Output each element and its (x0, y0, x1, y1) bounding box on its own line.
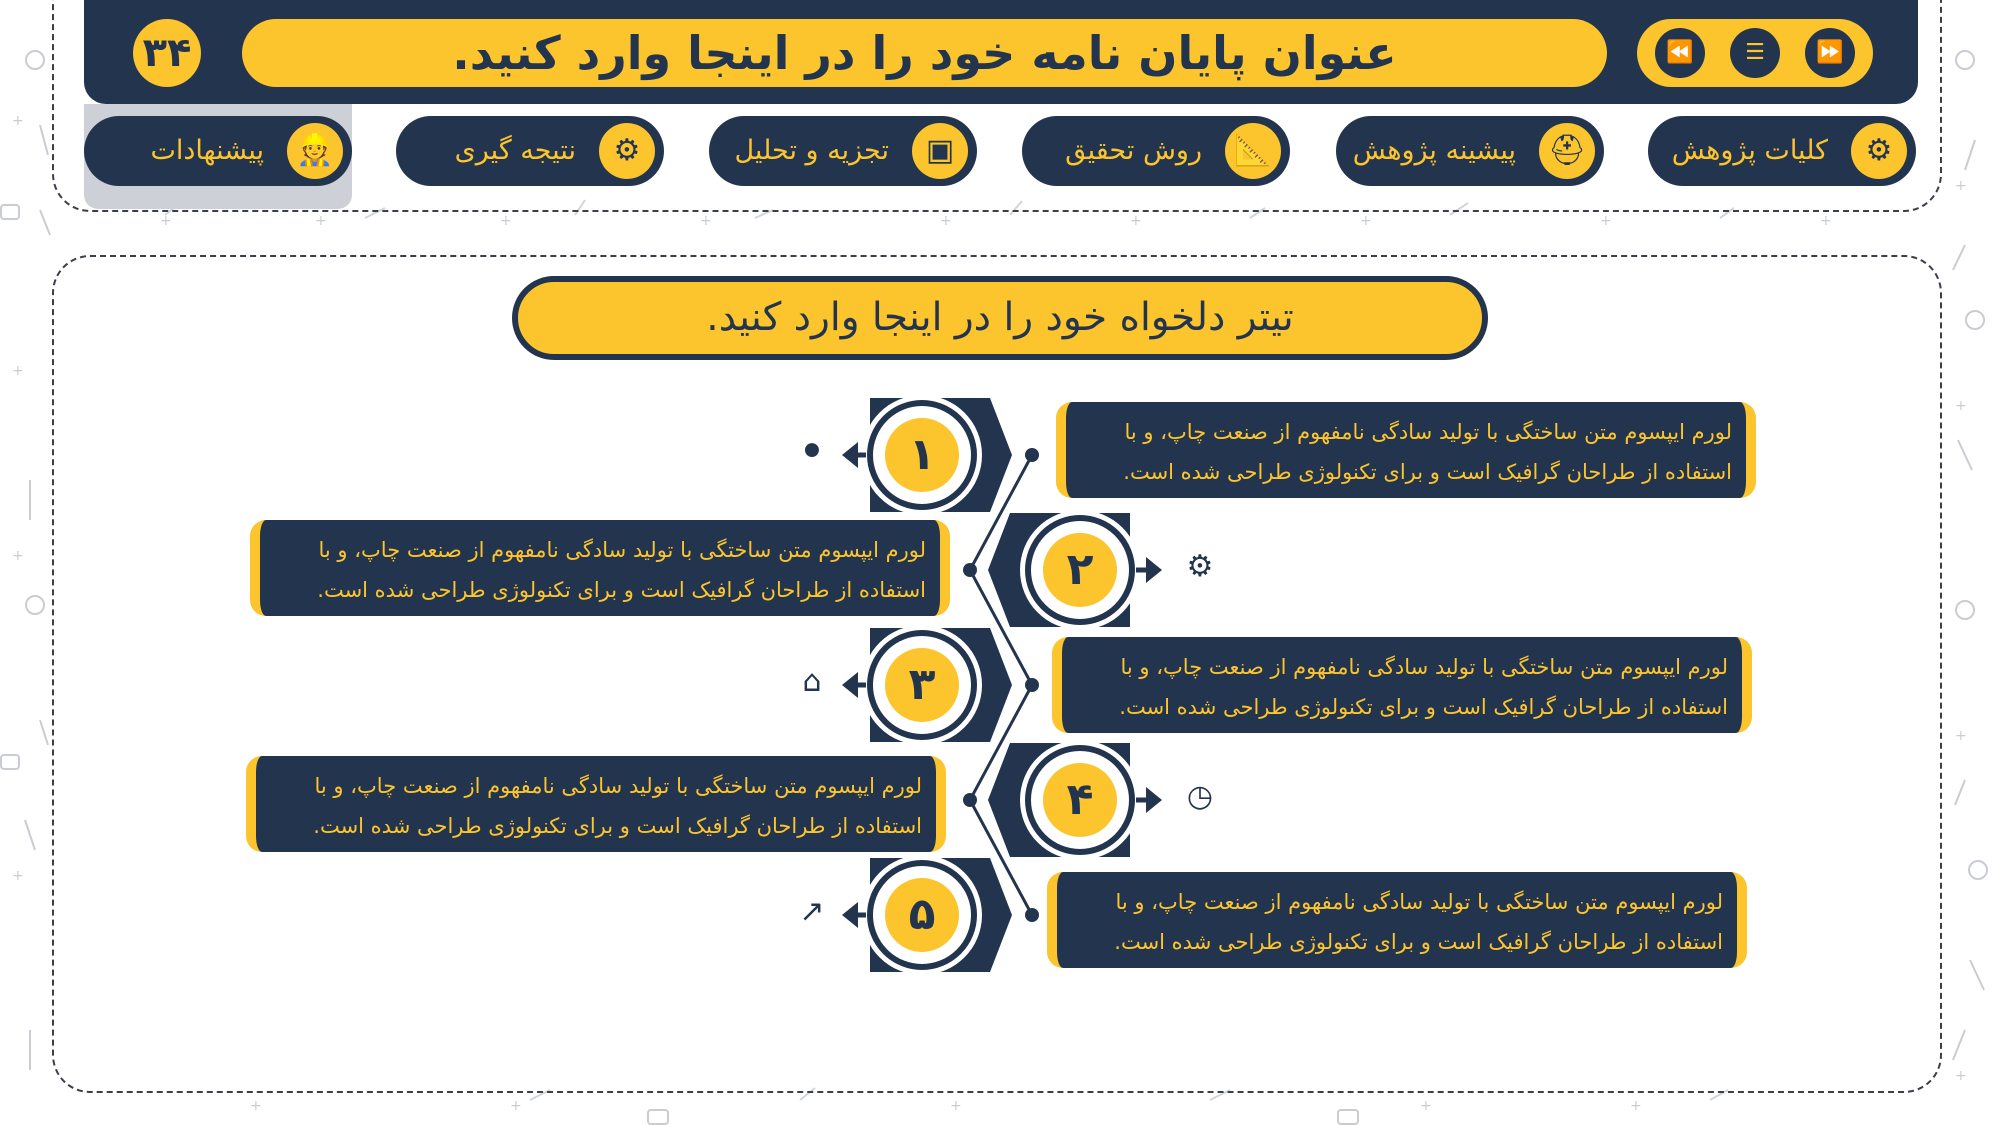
header-title: عنوان پایان نامه خود را در اینجا وارد کنید. (242, 19, 1607, 87)
step-text: لورم ایپسوم متن ساختگی با تولید سادگی نامفهوم از صنعت چاپ، و با استفاده از طراحان گرافیک است و برای تکنولوژی طراحی شده است. (1114, 890, 1723, 954)
step-number: ۵ (885, 878, 959, 952)
engineer-icon: 👷 (287, 123, 343, 179)
hand-gear-icon: ⚙ (1851, 123, 1907, 179)
connector-dot (963, 793, 977, 807)
svg-text:+: + (1630, 1098, 1642, 1114)
svg-text:+: + (500, 213, 512, 229)
svg-text:+: + (12, 868, 24, 884)
gear-wrench-icon: ⚙ (599, 123, 655, 179)
connector-dot (1025, 908, 1039, 922)
svg-text:+: + (12, 363, 24, 379)
svg-text:+: + (1955, 398, 1967, 414)
step-text: لورم ایپسوم متن ساختگی با تولید سادگی نامفهوم از صنعت چاپ، و با استفاده از طراحان گرافیک است و برای تکنولوژی طراحی شده است. (1123, 420, 1732, 484)
step-1-text-box (1056, 402, 1756, 498)
chart-trend-icon: ↗ (799, 894, 825, 929)
section-title: تیتر دلخواه خود را در اینجا وارد کنید. (706, 295, 1294, 340)
step-4-text-box (246, 756, 946, 852)
svg-text:+: + (1820, 213, 1832, 229)
step-text: لورم ایپسوم متن ساختگی با تولید سادگی نامفهوم از صنعت چاپ، و با استفاده از طراحان گرافیک است و برای تکنولوژی طراحی شده است. (313, 774, 922, 838)
tab-label: نتیجه گیری (454, 135, 576, 166)
svg-text:+: + (940, 213, 952, 229)
tab-label: روش تحقیق (1065, 135, 1202, 166)
svg-text:+: + (1420, 1098, 1432, 1114)
lightbulb-icon: ⚫ (799, 434, 825, 469)
hardhat-gear-icon: ⛑ (1539, 123, 1595, 179)
svg-text:+: + (510, 1098, 522, 1114)
connector-dot (963, 563, 977, 577)
svg-text:+: + (700, 213, 712, 229)
step-number: ۳ (885, 648, 959, 722)
svg-text:+: + (12, 548, 24, 564)
svg-text:+: + (1130, 213, 1142, 229)
svg-text:+: + (315, 213, 327, 229)
svg-text:+: + (1955, 1068, 1967, 1084)
connector-dot (1025, 678, 1039, 692)
step-number: ۱ (885, 418, 959, 492)
svg-text:+: + (1955, 728, 1967, 744)
fast-forward-icon[interactable]: ⏩ (1805, 28, 1855, 78)
step-5-text-box (1047, 872, 1747, 968)
step-number: ۴ (1043, 763, 1117, 837)
gear-icon: ⚙ (1186, 549, 1214, 584)
clock-icon: ◷ (1186, 779, 1214, 814)
svg-text:+: + (1600, 213, 1612, 229)
svg-text:+: + (950, 1098, 962, 1114)
tab-label: پیشنهادات (150, 135, 264, 166)
menu-icon[interactable]: ☰ (1730, 28, 1780, 78)
connector-dot (1025, 448, 1039, 462)
tab-label: کلیات پژوهش (1671, 135, 1828, 166)
home-icon: ⌂ (802, 664, 822, 699)
svg-text:+: + (250, 1098, 262, 1114)
step-3-text-box (1052, 637, 1752, 733)
step-2-text-box (250, 520, 950, 616)
ruler-calculator-icon: 📐 (1225, 123, 1281, 179)
page-number: ۳۴ (133, 19, 201, 87)
svg-text:+: + (1955, 178, 1967, 194)
step-text: لورم ایپسوم متن ساختگی با تولید سادگی نامفهوم از صنعت چاپ، و با استفاده از طراحان گرافیک است و برای تکنولوژی طراحی شده است. (1119, 655, 1728, 719)
rewind-icon[interactable]: ⏪ (1655, 28, 1705, 78)
step-number: ۲ (1043, 533, 1117, 607)
step-text: لورم ایپسوم متن ساختگی با تولید سادگی نامفهوم از صنعت چاپ، و با استفاده از طراحان گرافیک است و برای تکنولوژی طراحی شده است. (317, 538, 926, 602)
tab-label: تجزیه و تحلیل (734, 135, 889, 166)
svg-text:+: + (12, 113, 24, 129)
monitor-chart-icon: ▣ (912, 123, 968, 179)
tab-label: پیشینه پژوهش (1352, 135, 1516, 166)
svg-text:+: + (1360, 213, 1372, 229)
svg-text:+: + (160, 213, 172, 229)
